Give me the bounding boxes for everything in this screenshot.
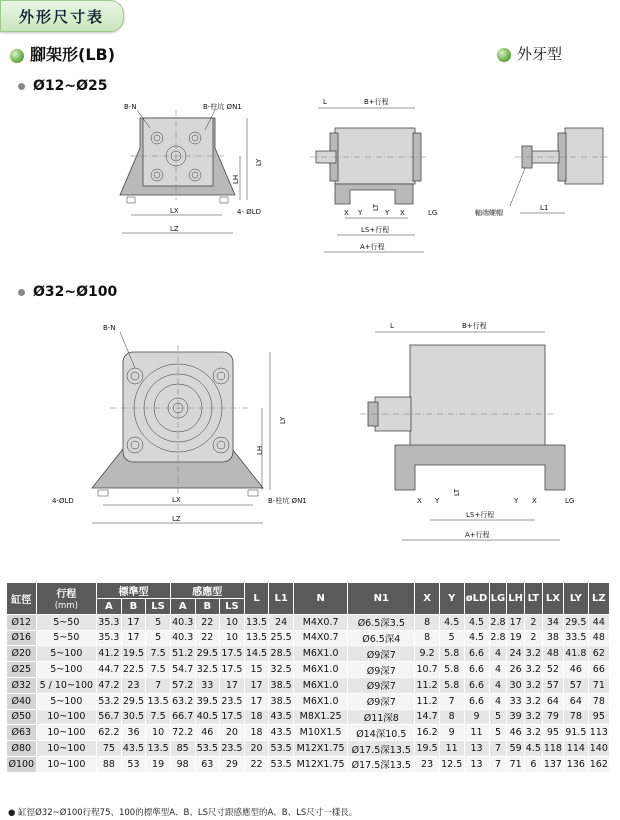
label-a-stroke-large: A+行程 xyxy=(465,531,490,539)
table-cell: 41.8 xyxy=(564,646,589,662)
table-cell: 11 xyxy=(464,725,489,741)
table-cell: 56.7 xyxy=(97,709,122,725)
table-row xyxy=(7,614,610,630)
table-cell: 53.5 xyxy=(269,741,294,757)
table-cell: 7.5 xyxy=(146,646,171,662)
th-lg: LG xyxy=(489,583,507,615)
table-cell: 13.5 xyxy=(146,693,171,709)
table-cell: 118 xyxy=(542,741,563,757)
table-cell: 26 xyxy=(507,662,524,678)
label-a-stroke: A+行程 xyxy=(360,243,385,251)
table-cell: Ø50 xyxy=(7,709,37,725)
table-cell: 53 xyxy=(121,756,146,772)
table-cell: 33 xyxy=(195,677,220,693)
table-cell: 46 xyxy=(564,662,589,678)
table-cell: 7.5 xyxy=(146,709,171,725)
table-cell: 20 xyxy=(220,725,245,741)
table-cell: 16.2 xyxy=(415,725,440,741)
label-x-large: X xyxy=(417,497,422,505)
table-cell: 32.5 xyxy=(269,662,294,678)
th-n: N xyxy=(293,583,347,615)
table-cell: 57 xyxy=(564,677,589,693)
table-cell: 63.2 xyxy=(170,693,195,709)
th-std-ls: LS xyxy=(146,599,171,615)
table-cell: 95 xyxy=(542,725,563,741)
table-cell: 10~100 xyxy=(36,756,97,772)
table-cell: Ø12 xyxy=(7,614,37,630)
table-cell: 17 xyxy=(244,693,269,709)
table-cell: 15 xyxy=(244,662,269,678)
th-y: Y xyxy=(439,583,464,615)
table-cell: 3.2 xyxy=(524,646,542,662)
table-cell: 114 xyxy=(564,741,589,757)
table-cell: 30.5 xyxy=(121,709,146,725)
table-cell: 2 xyxy=(524,630,542,646)
table-row xyxy=(7,662,610,678)
table-cell: 22 xyxy=(244,756,269,772)
label-b-n: B-N xyxy=(124,103,137,111)
label-lt-large: LT xyxy=(453,488,461,496)
table-cell: 33.5 xyxy=(564,630,589,646)
table-row xyxy=(7,709,610,725)
label-b-stroke: B+行程 xyxy=(364,98,389,106)
table-cell: 30 xyxy=(507,677,524,693)
label-4-ld: 4- ØLD xyxy=(237,208,262,216)
table-cell: 4 xyxy=(489,646,507,662)
table-cell: Ø40 xyxy=(7,693,37,709)
table-cell: 23 xyxy=(415,756,440,772)
table-cell: 9 xyxy=(464,709,489,725)
label-lx-large: LX xyxy=(172,496,181,504)
table-row xyxy=(7,756,610,772)
table-cell: 47.2 xyxy=(97,677,122,693)
table-cell: 98 xyxy=(170,756,195,772)
table-cell: 11 xyxy=(439,741,464,757)
label-x2: X xyxy=(400,209,405,217)
table-cell: Ø32 xyxy=(7,677,37,693)
table-cell: 53.5 xyxy=(269,756,294,772)
label-lg-large: LG xyxy=(565,497,575,505)
label-x2-large: X xyxy=(532,497,537,505)
th-standard: 標準型 xyxy=(97,583,171,599)
label-b-n1: B-柱坑 ØN1 xyxy=(203,103,242,111)
small-side-view xyxy=(310,97,437,252)
table-cell: M6X1.0 xyxy=(293,693,347,709)
table-cell: 10 xyxy=(220,614,245,630)
table-cell: 54.7 xyxy=(170,662,195,678)
table-cell: 53.2 xyxy=(97,693,122,709)
table-cell: 64 xyxy=(542,693,563,709)
label-lh-large: LH xyxy=(256,445,264,455)
label-4-ld-large: 4-ØLD xyxy=(52,497,74,505)
table-cell: 28.5 xyxy=(269,646,294,662)
table-cell: M12X1.75 xyxy=(293,756,347,772)
label-lg: LG xyxy=(428,209,438,217)
table-cell: 52 xyxy=(542,662,563,678)
table-cell: 22 xyxy=(195,614,220,630)
table-cell: 62 xyxy=(588,646,609,662)
table-cell: 4 xyxy=(489,693,507,709)
table-cell: 48 xyxy=(588,630,609,646)
table-cell: 10~100 xyxy=(36,709,97,725)
table-cell: 4.5 xyxy=(464,614,489,630)
table-cell: 5 xyxy=(146,630,171,646)
table-cell: 5~50 xyxy=(36,630,97,646)
th-l1: L1 xyxy=(269,583,294,615)
table-cell: 48 xyxy=(542,646,563,662)
table-cell: Ø17.5深13.5 xyxy=(348,756,415,772)
table-cell: 23.5 xyxy=(220,741,245,757)
table-cell: 29 xyxy=(220,756,245,772)
table-cell: 5~100 xyxy=(36,646,97,662)
table-cell: Ø6.5深3.5 xyxy=(348,614,415,630)
table-cell: 4 xyxy=(489,677,507,693)
table-cell: 43.5 xyxy=(121,741,146,757)
table-cell: 78 xyxy=(588,693,609,709)
table-cell: 6 xyxy=(524,756,542,772)
table-cell: M6X1.0 xyxy=(293,677,347,693)
table-cell: Ø9深7 xyxy=(348,693,415,709)
table-cell: M12X1.75 xyxy=(293,741,347,757)
table-cell: 17 xyxy=(121,630,146,646)
table-cell: 5 / 10~100 xyxy=(36,677,97,693)
table-cell: 11.2 xyxy=(415,693,440,709)
table-row xyxy=(7,693,610,709)
table-cell: M4X0.7 xyxy=(293,630,347,646)
table-cell: 32.5 xyxy=(195,662,220,678)
table-cell: 41.2 xyxy=(97,646,122,662)
table-cell: Ø6.5深4 xyxy=(348,630,415,646)
table-cell: Ø11深8 xyxy=(348,709,415,725)
table-cell: 71 xyxy=(588,677,609,693)
table-cell: 33 xyxy=(507,693,524,709)
table-cell: 25.5 xyxy=(269,630,294,646)
table-cell: 53.5 xyxy=(195,741,220,757)
th-stroke: 行程 (mm) xyxy=(36,583,97,615)
table-cell: 24 xyxy=(269,614,294,630)
table-row xyxy=(7,741,610,757)
table-cell: 5.8 xyxy=(439,662,464,678)
label-lh: LH xyxy=(232,174,240,184)
table-cell: 35.3 xyxy=(97,630,122,646)
table-cell: 7 xyxy=(439,693,464,709)
table-cell: 17 xyxy=(244,677,269,693)
table-cell: 23 xyxy=(121,677,146,693)
table-cell: M8X1.25 xyxy=(293,709,347,725)
table-cell: 88 xyxy=(97,756,122,772)
th-x: X xyxy=(415,583,440,615)
table-cell: 63 xyxy=(195,756,220,772)
table-cell: 44.7 xyxy=(97,662,122,678)
table-cell: 29.5 xyxy=(195,646,220,662)
th-n1: N1 xyxy=(348,583,415,615)
table-cell: 5.8 xyxy=(439,677,464,693)
dimension-table xyxy=(6,582,610,773)
table-cell: 62.2 xyxy=(97,725,122,741)
label-b-n-large: B-N xyxy=(103,324,116,332)
table-cell: 136 xyxy=(564,756,589,772)
table-cell: 9.2 xyxy=(415,646,440,662)
section-foot-type: 腳架形(LB) xyxy=(10,42,115,65)
label-l-large: L xyxy=(390,322,394,330)
table-cell: M10X1.5 xyxy=(293,725,347,741)
table-cell: 4 xyxy=(489,662,507,678)
table-cell: 19 xyxy=(146,756,171,772)
table-cell: 5~100 xyxy=(36,693,97,709)
table-cell: 5 xyxy=(489,725,507,741)
table-cell: Ø9深7 xyxy=(348,677,415,693)
table-cell: 29.5 xyxy=(564,614,589,630)
table-cell: 57.2 xyxy=(170,677,195,693)
table-cell: 18 xyxy=(244,725,269,741)
table-cell: 10~100 xyxy=(36,741,97,757)
table-cell: 3.2 xyxy=(524,725,542,741)
table-cell: 19.5 xyxy=(121,646,146,662)
table-cell: 95 xyxy=(588,709,609,725)
table-row xyxy=(7,646,610,662)
table-cell: 13 xyxy=(464,741,489,757)
th-lx: LX xyxy=(542,583,563,615)
table-cell: 40.5 xyxy=(195,709,220,725)
table-cell: 11.2 xyxy=(415,677,440,693)
table-cell: 5~50 xyxy=(36,614,97,630)
table-cell: 75 xyxy=(97,741,122,757)
th-sen-ls: LS xyxy=(220,599,245,615)
th-sen-b: B xyxy=(195,599,220,615)
table-row xyxy=(7,630,610,646)
table-cell: 38 xyxy=(542,630,563,646)
table-cell: 7 xyxy=(146,677,171,693)
table-cell: 137 xyxy=(542,756,563,772)
table-cell: 13 xyxy=(464,756,489,772)
table-cell: 39.5 xyxy=(195,693,220,709)
label-ly-large: LY xyxy=(279,416,287,424)
table-cell: 17.5 xyxy=(220,709,245,725)
table-cell: 12.5 xyxy=(439,756,464,772)
table-cell: 46 xyxy=(195,725,220,741)
table-cell: 17 xyxy=(220,677,245,693)
label-lt: LT xyxy=(372,203,380,211)
table-cell: 13.5 xyxy=(244,630,269,646)
table-cell: 5.8 xyxy=(439,646,464,662)
table-cell: 34 xyxy=(542,614,563,630)
table-cell: 20 xyxy=(244,741,269,757)
table-cell: 10.7 xyxy=(415,662,440,678)
label-x: X xyxy=(344,209,349,217)
table-cell: 2.8 xyxy=(489,614,507,630)
label-b-n1-large: B-柱坑 ØN1 xyxy=(268,497,307,505)
table-cell: 22 xyxy=(195,630,220,646)
table-cell: 6.6 xyxy=(464,662,489,678)
range-large-heading: Ø32~Ø100 xyxy=(18,284,117,300)
table-cell: 19.5 xyxy=(415,741,440,757)
th-ly: LY xyxy=(564,583,589,615)
table-cell: 43.5 xyxy=(269,725,294,741)
table-cell: 140 xyxy=(588,741,609,757)
table-cell: 78 xyxy=(564,709,589,725)
table-cell: 19 xyxy=(507,630,524,646)
table-cell: Ø80 xyxy=(7,741,37,757)
table-cell: 5 xyxy=(439,630,464,646)
label-ls-stroke: LS+行程 xyxy=(361,226,390,234)
label-rod-nut: 軸端螺帽 xyxy=(475,209,503,217)
label-y-large: Y xyxy=(435,497,440,505)
th-bore: 缸徑 xyxy=(7,583,37,615)
table-cell: Ø25 xyxy=(7,662,37,678)
table-cell: 3.2 xyxy=(524,662,542,678)
table-cell: 3.2 xyxy=(524,709,542,725)
table-cell: 44 xyxy=(588,614,609,630)
table-cell: 7 xyxy=(489,741,507,757)
th-std-b: B xyxy=(121,599,146,615)
table-cell: 113 xyxy=(588,725,609,741)
table-cell: 2 xyxy=(524,614,542,630)
table-cell: 5 xyxy=(489,709,507,725)
range-small-heading: Ø12~Ø25 xyxy=(18,78,108,94)
table-cell: Ø20 xyxy=(7,646,37,662)
table-cell: 7 xyxy=(489,756,507,772)
table-cell: 66.7 xyxy=(170,709,195,725)
table-cell: 18 xyxy=(244,709,269,725)
label-y2-large: Y xyxy=(514,497,519,505)
label-b-stroke-large: B+行程 xyxy=(462,322,487,330)
table-cell: 36 xyxy=(121,725,146,741)
table-cell: 10~100 xyxy=(36,725,97,741)
label-lx: LX xyxy=(170,207,179,215)
table-cell: 5 xyxy=(146,614,171,630)
table-cell: 6.6 xyxy=(464,693,489,709)
table-cell: 8 xyxy=(439,709,464,725)
label-l1: L1 xyxy=(540,204,549,212)
table-cell: M6X1.0 xyxy=(293,662,347,678)
table-cell: 71 xyxy=(507,756,524,772)
table-cell: 9 xyxy=(439,725,464,741)
table-cell: 3.2 xyxy=(524,677,542,693)
table-cell: 10 xyxy=(220,630,245,646)
table-cell: 23.5 xyxy=(220,693,245,709)
table-cell: 22.5 xyxy=(121,662,146,678)
table-cell: 17 xyxy=(507,614,524,630)
section-male-thread: 外牙型 xyxy=(497,43,562,64)
table-cell: 5~100 xyxy=(36,662,97,678)
table-cell: 4.5 xyxy=(439,614,464,630)
male-thread-view xyxy=(475,128,608,217)
table-row xyxy=(7,725,610,741)
table-cell: M6X1.0 xyxy=(293,646,347,662)
table-cell: 64 xyxy=(564,693,589,709)
table-cell: 43.5 xyxy=(269,709,294,725)
table-cell: 46 xyxy=(507,725,524,741)
label-ls-stroke-large: LS+行程 xyxy=(466,511,495,519)
table-cell: 51.2 xyxy=(170,646,195,662)
table-cell: 4.5 xyxy=(524,741,542,757)
table-cell: 38.5 xyxy=(269,677,294,693)
table-cell: 14.5 xyxy=(244,646,269,662)
table-cell: 2.8 xyxy=(489,630,507,646)
table-cell: 17.5 xyxy=(220,662,245,678)
table-cell: 40.3 xyxy=(170,614,195,630)
table-cell: 35.3 xyxy=(97,614,122,630)
table-cell: 17 xyxy=(121,614,146,630)
table-cell: 162 xyxy=(588,756,609,772)
small-front-view xyxy=(120,102,263,233)
table-cell: Ø9深7 xyxy=(348,662,415,678)
table-cell: 17.5 xyxy=(220,646,245,662)
label-l: L xyxy=(323,98,327,106)
table-cell: Ø63 xyxy=(7,725,37,741)
label-lz-large: LZ xyxy=(172,515,181,523)
footnote: ● 缸徑Ø32~Ø100行程75、100的標準型A、B、LS尺寸跟感應型的A、B、LS尺寸一樣長。 xyxy=(8,808,358,818)
table-cell: 72.2 xyxy=(170,725,195,741)
table-cell: 40.3 xyxy=(170,630,195,646)
table-cell: Ø17.5深13.5 xyxy=(348,741,415,757)
table-cell: M4X0.7 xyxy=(293,614,347,630)
large-side-view xyxy=(360,321,574,540)
table-cell: 79 xyxy=(542,709,563,725)
table-cell: 13.5 xyxy=(244,614,269,630)
table-cell: 6.6 xyxy=(464,677,489,693)
table-cell: 38.5 xyxy=(269,693,294,709)
table-cell: 29.5 xyxy=(121,693,146,709)
table-cell: 8 xyxy=(415,630,440,646)
table-cell: 13.5 xyxy=(146,741,171,757)
large-front-view xyxy=(52,324,307,523)
table-cell: 39 xyxy=(507,709,524,725)
table-cell: 57 xyxy=(542,677,563,693)
th-sensor: 感應型 xyxy=(170,583,244,599)
table-cell: 8 xyxy=(415,614,440,630)
table-cell: 59 xyxy=(507,741,524,757)
table-cell: 4.5 xyxy=(464,630,489,646)
label-y2: Y xyxy=(385,209,390,217)
th-ld: øLD xyxy=(464,583,489,615)
table-row xyxy=(7,677,610,693)
table-cell: Ø14深10.5 xyxy=(348,725,415,741)
table-cell: 91.5 xyxy=(564,725,589,741)
th-l: L xyxy=(244,583,269,615)
table-cell: 24 xyxy=(507,646,524,662)
table-cell: 3.2 xyxy=(524,693,542,709)
table-cell: 6.6 xyxy=(464,646,489,662)
th-std-a: A xyxy=(97,599,122,615)
table-cell: 10 xyxy=(146,725,171,741)
th-lh: LH xyxy=(507,583,524,615)
th-lt: LT xyxy=(524,583,542,615)
table-cell: 7.5 xyxy=(146,662,171,678)
label-ly: LY xyxy=(255,158,263,166)
label-lz: LZ xyxy=(170,225,179,233)
table-cell: 85 xyxy=(170,741,195,757)
table-cell: 66 xyxy=(588,662,609,678)
page-title: 外形尺寸表 xyxy=(19,8,105,26)
label-y: Y xyxy=(358,209,363,217)
table-cell: Ø9深7 xyxy=(348,646,415,662)
table-cell: Ø100 xyxy=(7,756,37,772)
th-lz: LZ xyxy=(588,583,609,615)
th-sen-a: A xyxy=(170,599,195,615)
table-cell: 14.7 xyxy=(415,709,440,725)
table-cell: Ø16 xyxy=(7,630,37,646)
